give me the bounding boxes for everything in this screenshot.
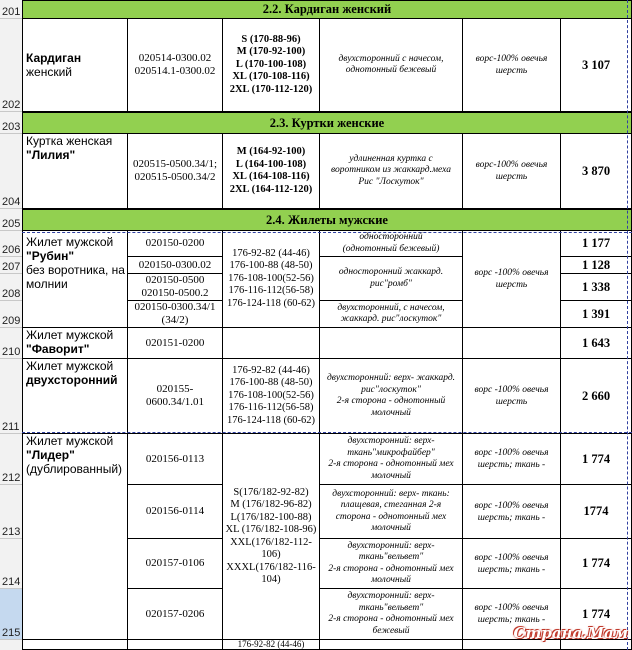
material-cell[interactable]: ворс -100% овечья шерсть: [463, 231, 561, 328]
product-name-line: Куртка женская: [26, 134, 113, 148]
product-name-note: (дублированный): [26, 462, 123, 476]
row-number[interactable]: 207: [0, 257, 22, 274]
next-row-name-cell[interactable]: [22, 640, 128, 650]
sizes-cell[interactable]: S(176/182-92-82) M (176/182-96-82) L(176/182-100-88) XL (176/182-108-96) XXL(176/182-112-106) XXXL(176/182-116-104): [223, 434, 320, 640]
product-model-name: "Лилия": [26, 148, 76, 162]
row-number[interactable]: 208: [0, 274, 22, 301]
product-name-cell[interactable]: [22, 19, 128, 112]
price-cell[interactable]: 1 391: [561, 301, 632, 328]
article-code-cell[interactable]: 020155-0600.34/1.01: [128, 359, 223, 434]
watermark-logo: Страна.Мам: [513, 624, 628, 642]
price-cell[interactable]: 1 177: [561, 231, 632, 257]
price-cell[interactable]: 3 870: [561, 134, 632, 209]
description-cell[interactable]: двухсторонний: верх- ткань"микрофайбер" 2-я сторона - однотонный мех молочный: [320, 434, 463, 485]
row-number[interactable]: 201: [0, 0, 22, 19]
row-number[interactable]: 210: [0, 328, 22, 359]
description-cell[interactable]: двухсторонний: верх- ткань"вельвет" 2-я сторона - однотонный мех молочный: [320, 539, 463, 589]
article-code-cell[interactable]: 020156-0114: [128, 485, 223, 539]
description-cell[interactable]: двухсторонний с начесом, однотонный бежевый: [320, 19, 463, 112]
product-model-name: двухсторонний: [26, 373, 118, 387]
section-header[interactable]: 2.2. Кардиган женский: [22, 0, 632, 19]
article-code-cell[interactable]: 020150-0300.34/1 (34/2): [128, 301, 223, 328]
row-number[interactable]: 204: [0, 134, 22, 209]
material-cell[interactable]: ворс -100% овечья шерсть; ткань -: [463, 434, 561, 485]
row-number[interactable]: 213: [0, 485, 22, 539]
description-cell[interactable]: двухсторонний, с начесом, жаккард. рис"лоскуток": [320, 301, 463, 328]
product-name-cell[interactable]: [22, 328, 128, 359]
description-cell[interactable]: двухсторонний: верх- ткань: плащевая, стеганная 2-я сторона - однотонный мех молочный: [320, 485, 463, 539]
next-row-code-cell[interactable]: [128, 640, 223, 650]
article-code-cell[interactable]: 020515-0500.34/1; 020515-0500.34/2: [128, 134, 223, 209]
product-name-bold: Кардиган: [26, 51, 82, 65]
description-cell[interactable]: односторонний (однотонный бежевый): [320, 231, 463, 257]
product-name-line: Жилет мужской: [26, 235, 114, 249]
row-number-selected[interactable]: 215: [0, 589, 22, 640]
row-number[interactable]: 203: [0, 112, 22, 134]
material-cell[interactable]: ворс -100% овечья шерсть; ткань -: [463, 539, 561, 589]
price-cell[interactable]: 1 643: [561, 328, 632, 359]
description-cell[interactable]: двухсторонний: верх- ткань"вельвет" 2-я сторона - однотонный мех бежевый: [320, 589, 463, 640]
sizes-cell[interactable]: S (170-88-96) M (170-92-100) L (170-100-108) XL (170-108-116) 2XL (170-112-120): [223, 19, 320, 112]
material-cell-empty[interactable]: [463, 328, 561, 359]
product-name-line: Жилет мужской: [26, 359, 114, 373]
product-name-line: Жилет мужской: [26, 434, 114, 448]
description-cell[interactable]: удлиненная куртка с воротником из жаккард.меха Рис "Лоскуток": [320, 134, 463, 209]
page-break-line-vertical: [627, 0, 628, 650]
sizes-cell[interactable]: 176-92-82 (44-46) 176-100-88 (48-50) 176-108-100(52-56) 176-116-112(56-58) 176-124-118 (60-62): [223, 359, 320, 434]
row-number[interactable]: 202: [0, 19, 22, 112]
product-name-cell[interactable]: [22, 359, 128, 434]
product-name-cell[interactable]: [22, 134, 128, 209]
row-header-column: [0, 0, 23, 650]
product-model-name: "Фаворит": [26, 342, 90, 356]
price-cell[interactable]: 1 338: [561, 274, 632, 301]
section-header[interactable]: 2.3. Куртки женские: [22, 112, 632, 134]
next-row-desc-cell[interactable]: [320, 640, 463, 650]
spreadsheet-grid: [22, 0, 632, 650]
article-code-cell[interactable]: 020514-0300.02 020514.1-0300.02: [128, 19, 223, 112]
product-model-name: "Лидер": [26, 448, 75, 462]
page-break-line: [22, 232, 632, 233]
row-number[interactable]: 212: [0, 434, 22, 485]
article-code-cell[interactable]: 020150-0500 020150-0500.2: [128, 274, 223, 301]
sizes-cell-empty[interactable]: [223, 328, 320, 359]
row-number[interactable]: 209: [0, 301, 22, 328]
article-code-cell[interactable]: 020151-0200: [128, 328, 223, 359]
product-name-cell[interactable]: [22, 434, 128, 640]
section-header[interactable]: 2.4. Жилеты мужские: [22, 209, 632, 231]
price-cell[interactable]: 1 774: [561, 589, 632, 640]
article-code-cell[interactable]: 020150-0200: [128, 231, 223, 257]
price-cell[interactable]: 2 660: [561, 359, 632, 434]
material-cell[interactable]: ворс-100% овечья шерсть: [463, 19, 561, 112]
page-break-line: [22, 432, 632, 433]
material-cell[interactable]: ворс-100% овечья шерсть: [463, 134, 561, 209]
material-cell[interactable]: ворс -100% овечья шерсть: [463, 359, 561, 434]
article-code-cell[interactable]: 020150-0300.02: [128, 257, 223, 274]
product-name-rest: женский: [26, 65, 72, 79]
sizes-cell[interactable]: 176-92-82 (44-46): [223, 640, 320, 650]
product-name-cell[interactable]: [22, 231, 128, 328]
description-cell-empty[interactable]: [320, 328, 463, 359]
price-cell[interactable]: 1 774: [561, 539, 632, 589]
row-number[interactable]: 214: [0, 539, 22, 589]
price-cell[interactable]: 1 128: [561, 257, 632, 274]
sizes-cell[interactable]: 176-92-82 (44-46) 176-100-88 (48-50) 176-108-100(52-56) 176-116-112(56-58) 176-124-118 (60-62): [223, 231, 320, 328]
article-code-cell[interactable]: 020157-0106: [128, 539, 223, 589]
product-name-line: Жилет мужской: [26, 328, 114, 342]
material-cell[interactable]: ворс -100% овечья шерсть; ткань -: [463, 589, 561, 640]
row-number[interactable]: 211: [0, 359, 22, 434]
row-number[interactable]: 206: [0, 231, 22, 257]
price-cell[interactable]: 1 774: [561, 434, 632, 485]
article-code-cell[interactable]: 020156-0113: [128, 434, 223, 485]
product-name-note: без воротника, на молнии: [26, 263, 125, 291]
description-cell[interactable]: двухсторонний: верх- жаккард. рис"лоскуток" 2-я сторона - однотонный молочный: [320, 359, 463, 434]
article-code-cell[interactable]: 020157-0206: [128, 589, 223, 640]
price-cell[interactable]: 3 107: [561, 19, 632, 112]
row-number[interactable]: 205: [0, 209, 22, 231]
price-cell[interactable]: 1774: [561, 485, 632, 539]
material-cell[interactable]: ворс -100% овечья шерсть; ткань -: [463, 485, 561, 539]
description-cell[interactable]: односторонний жаккард. рис"ромб": [320, 257, 463, 301]
sizes-cell[interactable]: M (164-92-100) L (164-100-108) XL (164-108-116) 2XL (164-112-120): [223, 134, 320, 209]
product-model-name: "Рубин": [26, 249, 75, 263]
